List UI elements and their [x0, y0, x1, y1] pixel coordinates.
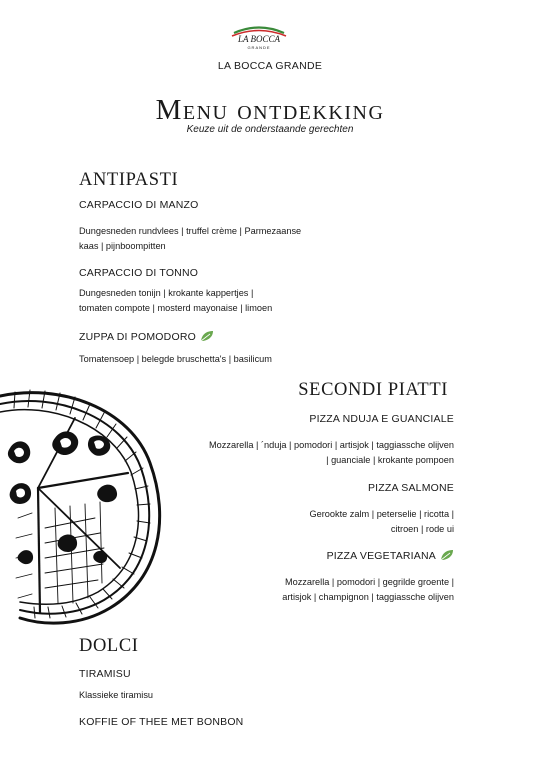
dish-name: CARPACCIO DI MANZO: [79, 199, 199, 211]
leaf-icon: [440, 549, 454, 561]
logo-subtext: GRANDE: [247, 45, 271, 50]
dish-description: Mozzarella | pomodori | gegrilde groente | artisjok | champignon | taggiassche olijven: [282, 577, 454, 602]
brand-name: LA BOCCA GRANDE: [217, 60, 323, 72]
dish-name: ZUPPA DI POMODORO: [79, 331, 196, 343]
dish-description: Dungesneden tonijn | krokante kappertjes | tomaten compote | mosterd mayonaise | limoen: [79, 288, 273, 313]
menu-title: Menu ontdekking: [155, 94, 385, 126]
brand-logo: [228, 24, 290, 52]
dish-description: Klassieke tiramisu: [79, 690, 154, 700]
dish-name: PIZZA NDUJA E GUANCIALE: [309, 413, 454, 425]
dish-description: Dungesneden rundvlees | truffel crème | Parmezaanse kaas | pijnboompitten: [79, 226, 302, 251]
dish-name: KOFFIE OF THEE MET BONBON: [79, 716, 244, 728]
dish-description: Gerookte zalm | peterselie | ricotta | citroen | rode ui: [309, 509, 454, 534]
leaf-icon: [200, 330, 214, 342]
logo-text: LA BOCCA: [237, 34, 281, 44]
section-dolci: DOLCI: [79, 636, 139, 656]
dish-description: Tomatensoep | belegde bruschetta's | basilicum: [79, 354, 272, 364]
section-antipasti: ANTIPASTI: [79, 170, 179, 190]
dish-item-zuppa: [79, 330, 214, 343]
menu-subtitle: Keuze uit de onderstaande gerechten: [186, 124, 354, 135]
pizza-illustration: [0, 378, 175, 628]
dish-name: PIZZA SALMONE: [367, 482, 454, 494]
dish-name: PIZZA VEGETARIANA: [326, 550, 436, 562]
section-secondi: SECONDI PIATTI: [298, 380, 448, 400]
dish-name: CARPACCIO DI TONNO: [79, 267, 199, 279]
dish-item-vegetariana: [327, 549, 454, 562]
dish-name: TIRAMISU: [79, 668, 131, 680]
dish-description: Mozzarella | ´nduja | pomodori | artisjok | taggiassche olijven | guanciale | krokante pompoen: [209, 440, 454, 465]
